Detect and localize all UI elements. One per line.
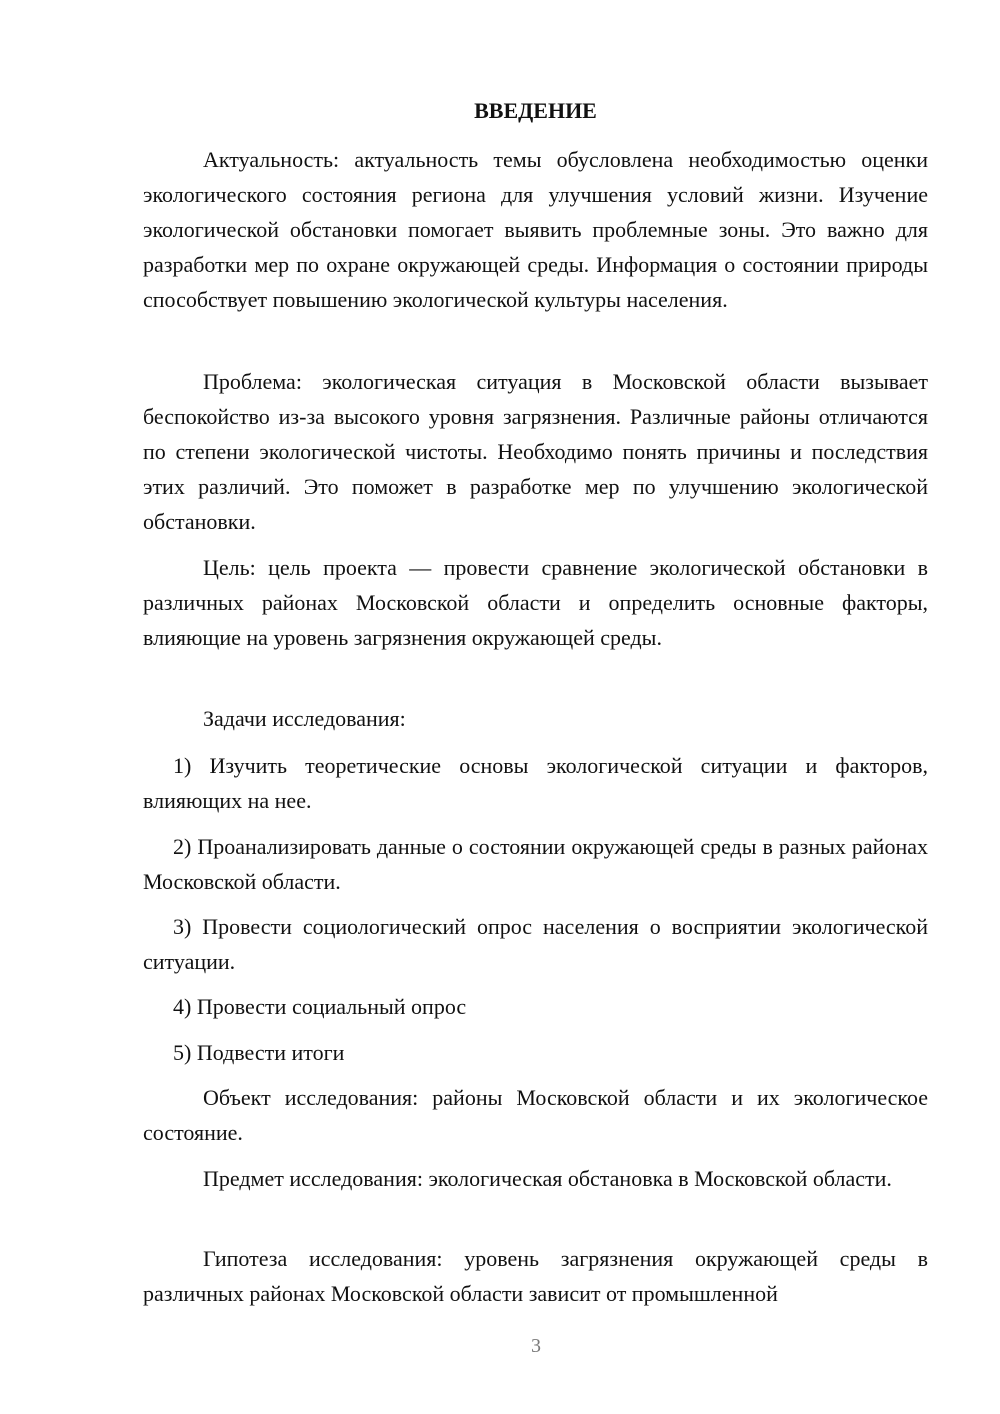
paragraph-hypothesis: Гипотеза исследования: уровень загрязнения окружающей среды в различных районах Московской области зависит от промышленной <box>143 1246 928 1306</box>
task-item-4: 4) Провести социальный опрос <box>173 994 467 1019</box>
task-item-5: 5) Подвести итоги <box>173 1040 345 1065</box>
paragraph-goal: Цель: цель проекта — провести сравнение экологической обстановки в различных районах Московской области и определить основные факторы, влияющие на уровень загрязнения окружающей среды. <box>143 555 928 650</box>
task-item-3: 3) Провести социологический опрос населения о восприятии экологической ситуации. <box>143 914 928 974</box>
page-number: 3 <box>531 1335 541 1357</box>
paragraph-subject: Предмет исследования: экологическая обстановка в Московской области. <box>203 1166 892 1191</box>
task-item-2: 2) Проанализировать данные о состоянии окружающей среды в разных районах Московской области. <box>143 834 928 894</box>
task-item-1: 1) Изучить теоретические основы экологической ситуации и факторов, влияющих на нее. <box>143 753 928 813</box>
paragraph-tasks-heading: Задачи исследования: <box>203 706 406 731</box>
paragraph-problem: Проблема: экологическая ситуация в Московской области вызывает беспокойство из-за высокого уровня загрязнения. Различные районы отличаются по степени экологической чистоты. Необходимо понять причины и последствия этих различий. Это поможет в разработке мер по улучшению экологической обстановки. <box>143 369 928 534</box>
paragraph-relevance: Актуальность: актуальность темы обусловлена необходимостью оценки экологического состояния региона для улучшения условий жизни. Изучение экологической обстановки помогает выявить проблемные зоны. Это важно для разработки мер по охране окружающей среды. Информация о состоянии природы способствует повышению экологической культуры населения. <box>143 147 928 312</box>
paragraph-object: Объект исследования: районы Московской области и их экологическое состояние. <box>143 1085 928 1145</box>
page-title: ВВЕДЕНИЕ <box>474 98 597 123</box>
